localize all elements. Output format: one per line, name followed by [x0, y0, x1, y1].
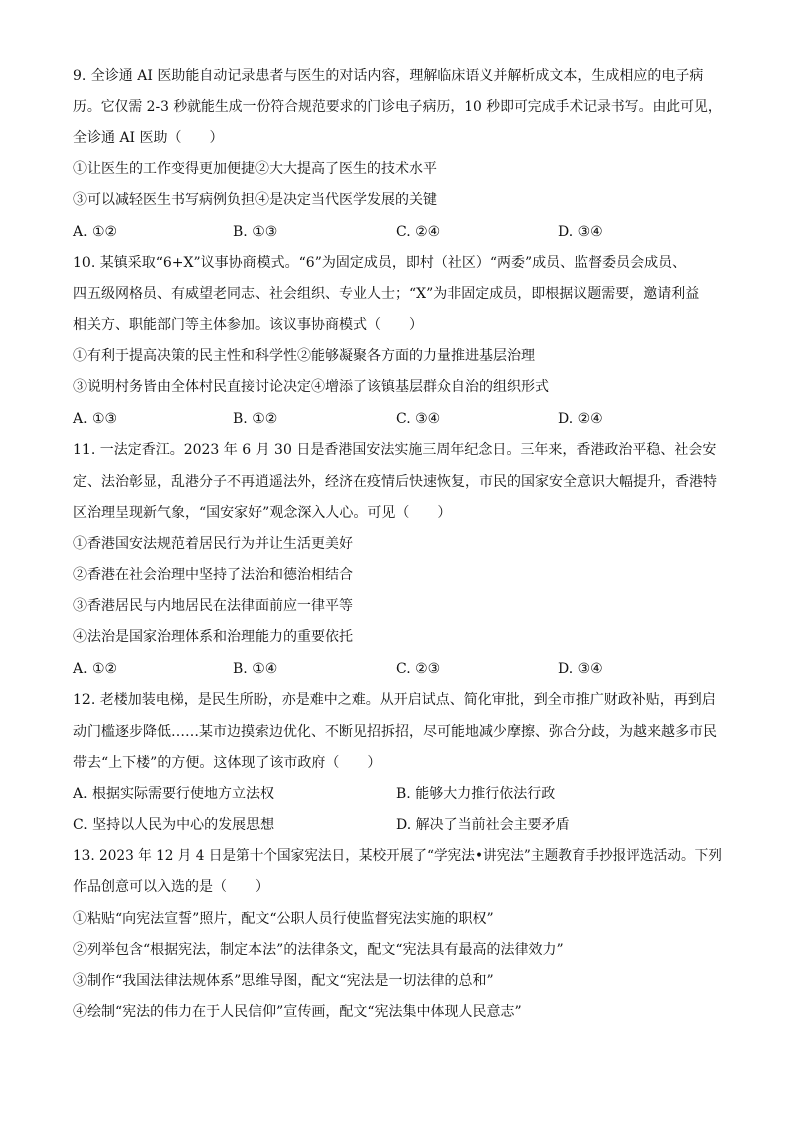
q13-statement-3: ③制作“我国法律法规体系”思维导图，配文“宪法是一切法律的总和” — [73, 973, 494, 989]
q10-option-d: D. ②④ — [558, 411, 603, 427]
q11-option-b: B. ①④ — [233, 661, 278, 677]
q11-option-c: C. ②③ — [396, 661, 441, 677]
q12-option-b: B. 能够大力推行依法行政 — [396, 786, 556, 802]
q9-stem-line-3: 全诊通 AI 医助（ ） — [73, 130, 224, 146]
q11-statement-1: ①香港国安法规范着居民行为并让生活更美好 — [73, 536, 353, 552]
q10-statement-2: ③说明村务皆由全体村民直接讨论决定④增添了该镇基层群众自治的组织形式 — [73, 379, 549, 395]
q11-option-a: A. ①② — [73, 661, 118, 677]
q13-statement-1: ①粘贴“向宪法宣誓”照片，配文“公职人员行使监督宪法实施的职权” — [73, 911, 494, 927]
q9-statement-2: ③可以减轻医生书写病例负担④是决定当代医学发展的关键 — [73, 192, 437, 208]
q9-option-b: B. ①③ — [233, 224, 278, 240]
q10-option-a: A. ①③ — [73, 411, 118, 427]
q9-statement-1: ①让医生的工作变得更加便捷②大大提高了医生的技术水平 — [73, 161, 437, 177]
q11-statement-4: ④法治是国家治理体系和治理能力的重要依托 — [73, 629, 353, 645]
q11-option-d: D. ③④ — [558, 661, 603, 677]
q10-option-b: B. ①② — [233, 411, 278, 427]
q10-option-c: C. ③④ — [396, 411, 441, 427]
q10-stem-line-3: 相关方、职能部门等主体参加。该议事协商模式（ ） — [73, 317, 423, 333]
q12-stem-line-2: 动门槛逐步降低……某市边摸索边优化、不断见招拆招，尽可能地减少摩擦、弥合分歧，为越来越多市民 — [73, 724, 717, 740]
q12-option-c: C. 坚持以人民为中心的发展思想 — [73, 817, 275, 833]
q13-statement-2: ②列举包含“根据宪法，制定本法”的法律条文，配文“宪法具有最高的法律效力” — [73, 942, 564, 958]
q12-option-d: D. 解决了当前社会主要矛盾 — [396, 817, 570, 833]
q9-stem-line-2: 历。它仅需 2-3 秒就能生成一份符合规范要求的门诊电子病历，10 秒即可完成手术记录书写。由此可见， — [73, 99, 722, 115]
q10-stem-line-1: 10. 某镇采取“6+X”议事协商模式。“6”为固定成员，即村（社区）“两委”成员、监督委员会成员、 — [73, 255, 687, 271]
q10-statement-1: ①有利于提高决策的民主性和科学性②能够凝聚各方面的力量推进基层治理 — [73, 348, 535, 364]
q12-option-a: A. 根据实际需要行使地方立法权 — [73, 786, 275, 802]
q11-statement-2: ②香港在社会治理中坚持了法治和德治相结合 — [73, 567, 353, 583]
q9-option-c: C. ②④ — [396, 224, 441, 240]
q9-option-d: D. ③④ — [558, 224, 603, 240]
q11-stem-line-1: 11. 一法定香江。2023 年 6 月 30 日是香港国安法实施三周年纪念日。三年来，香港政治平稳、社会安 — [73, 442, 717, 458]
q10-stem-line-2: 四五级网格员、有威望老同志、社会组织、专业人士；“X”为非固定成员，即根据议题需要，邀请利益 — [73, 286, 700, 302]
q11-stem-line-3: 区治理呈现新气象，“国安家好”观念深入人心。可见（ ） — [73, 505, 452, 521]
q12-stem-line-3: 带去“上下楼”的方便。这体现了该市政府（ ） — [73, 755, 382, 771]
q11-statement-3: ③香港居民与内地居民在法律面前应一律平等 — [73, 598, 353, 614]
q11-stem-line-2: 定、法治彰显，乱港分子不再逍遥法外，经济在疫情后快速恢复，市民的国家安全意识大幅提升，香港特 — [73, 474, 717, 490]
q9-option-a: A. ①② — [73, 224, 118, 240]
q9-stem-line-1: 9. 全诊通 AI 医助能自动记录患者与医生的对话内容，理解临床语义并解析成文本，生成相应的电子病 — [73, 68, 704, 84]
q12-stem-line-1: 12. 老楼加装电梯，是民生所盼，亦是难中之难。从开启试点、简化审批，到全市推广财政补贴，再到启 — [73, 692, 716, 708]
q13-statement-4: ④绘制“宪法的伟力在于人民信仰”宣传画，配文“宪法集中体现人民意志” — [73, 1004, 522, 1020]
q13-stem-line-1: 13. 2023 年 12 月 4 日是第十个国家宪法日，某校开展了“学宪法•讲宪法”主题教育手抄报评选活动。下列 — [73, 848, 722, 864]
q13-stem-line-2: 作品创意可以入选的是（ ） — [73, 879, 269, 895]
